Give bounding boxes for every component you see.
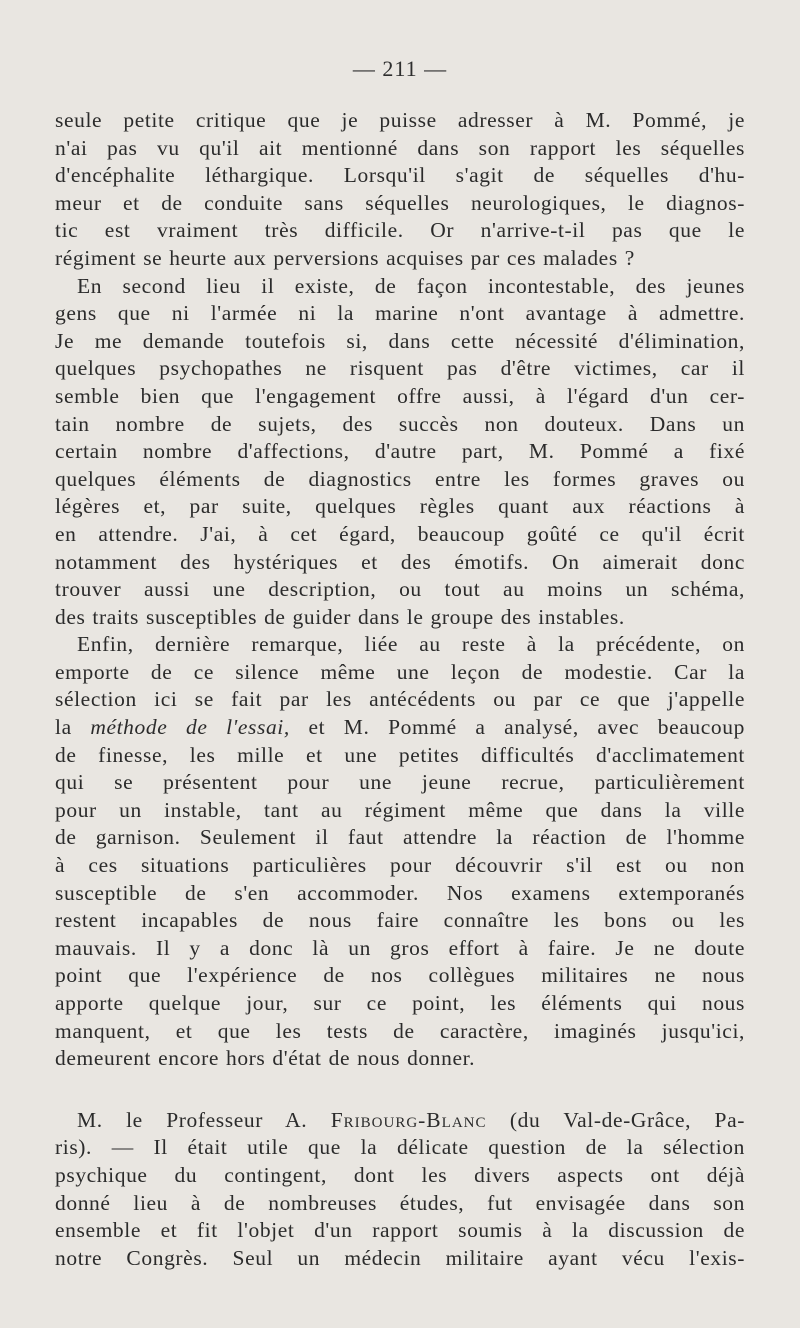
text-line: gens que ni l'armée ni la marine n'ont avantage à admettre.	[55, 301, 745, 326]
text-line: semble bien que l'engagement offre aussi, à l'égard d'un cer-	[55, 383, 745, 408]
text-line	[55, 714, 745, 742]
text-line: sélection ici se fait par les antécédents ou par ce que j'appelle	[55, 687, 745, 712]
text-line: en attendre. J'ai, à cet égard, beaucoup goûté ce qu'il écrit	[55, 521, 745, 546]
text-line: certain nombre d'affections, d'autre part, M. Pommé a fixé	[55, 439, 745, 464]
text-line: notre Congrès. Seul un médecin militaire ayant vécu l'exis-	[55, 1245, 745, 1270]
text-line: pour un instable, tant au régiment même que dans la ville	[55, 797, 745, 822]
text-line: trouver aussi une description, ou tout au moins un schéma,	[55, 577, 745, 602]
paragraph-gap	[55, 1073, 745, 1107]
text-line: de finesse, les mille et une petites difficultés d'acclimatement	[55, 742, 745, 767]
text-line: tain nombre de sujets, des succès non douteux. Dans un	[55, 411, 745, 436]
text-line: à ces situations particulières pour découvrir s'il est ou non	[55, 853, 745, 878]
text-line: régiment se heurte aux perversions acquises par ces malades ?	[55, 245, 635, 270]
text-line: qui se présentent pour une jeune recrue, particulièrement	[55, 770, 745, 795]
text-line: En second lieu il existe, de façon incontestable, des jeunes	[77, 273, 745, 298]
text-line: notamment des hystériques et des émotifs. On aimerait donc	[55, 549, 745, 574]
text-line: d'encéphalite léthargique. Lorsqu'il s'agit de séquelles d'hu-	[55, 163, 745, 188]
text-fragment: M. le Professeur A.	[77, 1107, 331, 1132]
text-line: point que l'expérience de nos collègues militaires ne nous	[55, 963, 745, 988]
text-line: manquent, et que les tests de caractère, imaginés jusqu'ici,	[55, 1018, 745, 1043]
page-number: — 211 —	[352, 56, 448, 81]
text-line: n'ai pas vu qu'il ait mentionné dans son rapport les séquelles	[55, 135, 745, 160]
text-line: demeurent encore hors d'état de nous donner.	[55, 1046, 476, 1071]
text-line: quelques psychopathes ne risquent pas d'être victimes, car il	[55, 356, 745, 381]
body-text	[55, 107, 745, 1272]
text-line: susceptible de s'en accommoder. Nos examens extemporanés	[55, 880, 745, 905]
text-line: Enfin, dernière remarque, liée au reste à la précédente, on	[77, 632, 745, 657]
text-line: légères et, par suite, quelques règles quant aux réactions à	[55, 494, 745, 519]
text-line: emporte de ce silence même une leçon de modestie. Car la	[55, 659, 745, 684]
speaker-name: Fribourg-Blanc	[330, 1107, 487, 1132]
text-line: meur et de conduite sans séquelles neurologiques, le diagnos-	[55, 190, 745, 215]
text-line	[55, 1107, 745, 1135]
text-line: des traits susceptibles de guider dans le groupe des instables.	[55, 604, 625, 629]
text-line: de garnison. Seulement il faut attendre la réaction de l'homme	[55, 825, 745, 850]
text-line: mauvais. Il y a donc là un gros effort à faire. Je ne doute	[55, 935, 745, 960]
text-line: ris). — Il était utile que la délicate question de la sélection	[55, 1135, 745, 1160]
text-line: ensemble et fit l'objet d'un rapport soumis à la discussion de	[55, 1218, 745, 1243]
text-line: seule petite critique que je puisse adresser à M. Pommé, je	[55, 108, 745, 132]
text-fragment: (du Val-de-Grâce, Pa-	[486, 1107, 745, 1132]
text-line: quelques éléments de diagnostics entre les formes graves ou	[55, 466, 745, 491]
text-line: psychique du contingent, dont les divers aspects ont déjà	[55, 1162, 745, 1187]
text-line: donné lieu à de nombreuses études, fut envisagée dans son	[55, 1190, 745, 1215]
text-line: Je me demande toutefois si, dans cette nécessité d'élimination,	[55, 328, 745, 353]
text-line: apporte quelque jour, sur ce point, les éléments qui nous	[55, 991, 745, 1015]
italic-phrase: méthode de l'essai,	[90, 715, 290, 740]
text-line: restent incapables de nous faire connaître les bons ou les	[55, 908, 745, 933]
text-line: tic est vraiment très difficile. Or n'arrive-t-il pas que le	[55, 218, 745, 243]
text-fragment: et M. Pommé a analysé, avec beaucoup	[289, 715, 745, 740]
text-fragment: la	[55, 715, 91, 740]
